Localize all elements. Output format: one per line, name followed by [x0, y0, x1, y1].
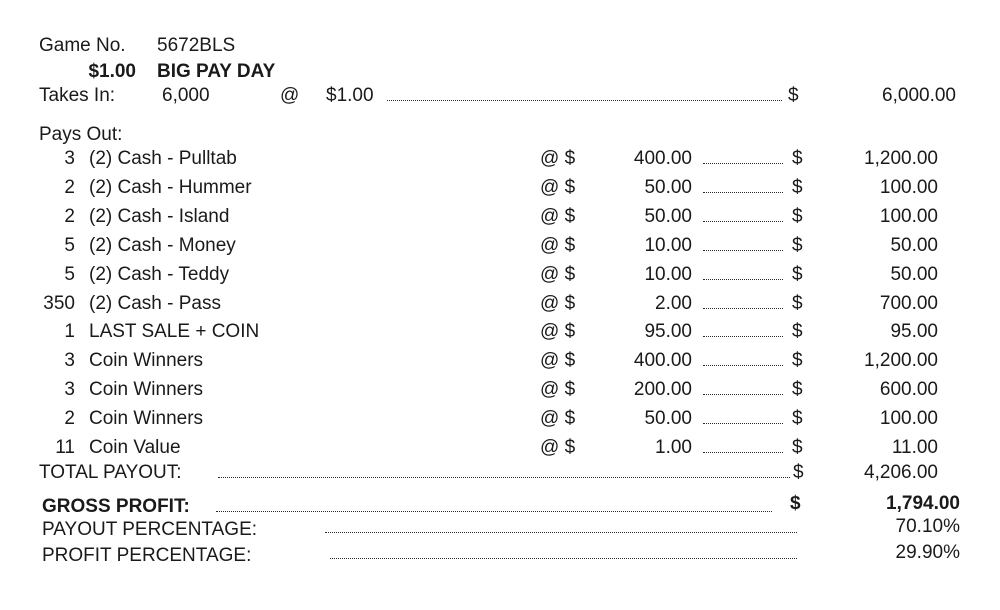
payout-description: LAST SALE + COIN	[89, 321, 260, 343]
payout-each-amount: 200.00	[633, 379, 692, 401]
payout-description: Coin Winners	[89, 350, 204, 372]
payout-qty: 1	[64, 321, 75, 343]
game-price: $1.00	[88, 61, 136, 82]
payout-at-dollar: @ $	[540, 350, 576, 372]
leader-dots	[703, 163, 783, 164]
gross-profit-dollar: $	[790, 493, 801, 514]
game-no-value: 5672BLS	[157, 35, 236, 56]
payout-total: 95.00	[890, 321, 938, 343]
leader-dots	[325, 532, 797, 533]
profit-percentage-value: 29.90%	[895, 542, 960, 563]
payout-qty: 3	[64, 350, 75, 372]
takes-in-dollar: $	[788, 85, 799, 106]
leader-dots	[218, 477, 790, 478]
leader-dots	[703, 192, 783, 193]
game-no-label: Game No.	[39, 35, 126, 56]
payout-description: (2) Cash - Teddy	[89, 263, 230, 285]
payout-total: 1,200.00	[864, 350, 938, 372]
payout-total: 600.00	[879, 379, 938, 401]
payout-description: (2) Cash - Pass	[89, 292, 221, 314]
gross-profit-value: 1,794.00	[886, 493, 960, 514]
payout-qty: 5	[64, 234, 75, 256]
payout-total: 50.00	[890, 234, 938, 256]
payout-each-amount: 2.00	[655, 292, 692, 314]
payout-dollar: $	[792, 292, 803, 314]
payout-dollar: $	[792, 321, 803, 343]
leader-dots	[216, 511, 772, 512]
payout-qty: 2	[64, 205, 75, 227]
payout-total: 100.00	[879, 408, 938, 430]
payout-total: 11.00	[891, 437, 938, 458]
takes-in-label: Takes In:	[39, 85, 116, 106]
payout-qty: 11	[55, 437, 75, 458]
payout-at-dollar: @ $	[540, 408, 576, 430]
payout-description: (2) Cash - Hummer	[89, 176, 252, 198]
total-payout-dollar: $	[793, 462, 804, 483]
leader-dots	[703, 365, 783, 366]
payout-each-amount: 400.00	[633, 148, 692, 169]
payout-at-dollar: @ $	[540, 379, 576, 401]
takes-in-price: $1.00	[326, 85, 374, 106]
payout-each-amount: 95.00	[644, 321, 692, 343]
takes-in-total: 6,000.00	[882, 85, 956, 106]
payout-description: Coin Winners	[89, 379, 204, 401]
payout-at-dollar: @ $	[540, 205, 576, 227]
payout-at-dollar: @ $	[540, 176, 576, 198]
payout-description: (2) Cash - Island	[89, 205, 230, 227]
payout-total: 100.00	[879, 205, 938, 227]
profit-percentage-label: PROFIT PERCENTAGE:	[42, 545, 252, 566]
payout-each-amount: 50.00	[644, 205, 692, 227]
payout-dollar: $	[792, 379, 803, 401]
payout-qty: 2	[64, 408, 75, 430]
payout-each-amount: 1.00	[655, 437, 692, 458]
payout-at-dollar: @ $	[540, 292, 576, 314]
payout-qty: 350	[43, 292, 75, 314]
gross-profit-label: GROSS PROFIT:	[42, 496, 190, 517]
payout-each-amount: 400.00	[633, 350, 692, 372]
payout-total: 700.00	[879, 292, 938, 314]
payout-qty: 5	[64, 263, 75, 285]
leader-dots	[703, 250, 783, 251]
leader-dots	[703, 423, 783, 424]
payout-qty: 2	[64, 176, 75, 198]
payout-dollar: $	[792, 234, 803, 256]
payout-dollar: $	[792, 437, 803, 458]
payout-dollar: $	[792, 148, 803, 169]
payout-total: 50.00	[890, 263, 938, 285]
payout-dollar: $	[792, 176, 803, 198]
payout-percentage-value: 70.10%	[895, 516, 960, 537]
leader-dots	[703, 452, 783, 453]
payout-dollar: $	[792, 408, 803, 430]
payout-total: 100.00	[879, 176, 938, 198]
payout-each-amount: 50.00	[644, 408, 692, 430]
payout-description: (2) Cash - Pulltab	[89, 148, 237, 169]
total-payout-value: 4,206.00	[864, 462, 938, 483]
total-payout-label: TOTAL PAYOUT:	[39, 462, 182, 483]
leader-dots	[703, 221, 783, 222]
leader-dots	[330, 558, 797, 559]
leader-dots	[703, 394, 783, 395]
payout-total: 1,200.00	[864, 148, 938, 169]
payout-each-amount: 50.00	[644, 176, 692, 198]
payout-description: Coin Value	[89, 437, 181, 458]
payout-dollar: $	[792, 263, 803, 285]
payout-dollar: $	[792, 350, 803, 372]
takes-in-at: @	[280, 85, 300, 106]
takes-in-count: 6,000	[162, 85, 210, 106]
leader-dots	[703, 336, 783, 337]
leader-dots	[703, 279, 783, 280]
payout-at-dollar: @ $	[540, 437, 576, 458]
payout-each-amount: 10.00	[644, 234, 692, 256]
payout-at-dollar: @ $	[540, 148, 576, 169]
leader-dots	[703, 308, 783, 309]
payout-at-dollar: @ $	[540, 321, 576, 343]
payout-at-dollar: @ $	[540, 263, 576, 285]
payout-dollar: $	[792, 205, 803, 227]
payout-description: Coin Winners	[89, 408, 204, 430]
payout-at-dollar: @ $	[540, 234, 576, 256]
pays-out-label: Pays Out:	[39, 124, 123, 145]
payout-description: (2) Cash - Money	[89, 234, 236, 256]
payout-percentage-label: PAYOUT PERCENTAGE:	[42, 519, 258, 540]
payout-qty: 3	[64, 148, 75, 169]
game-name: BIG PAY DAY	[157, 61, 276, 82]
payout-each-amount: 10.00	[644, 263, 692, 285]
payout-qty: 3	[64, 379, 75, 401]
leader-dots	[387, 100, 782, 101]
